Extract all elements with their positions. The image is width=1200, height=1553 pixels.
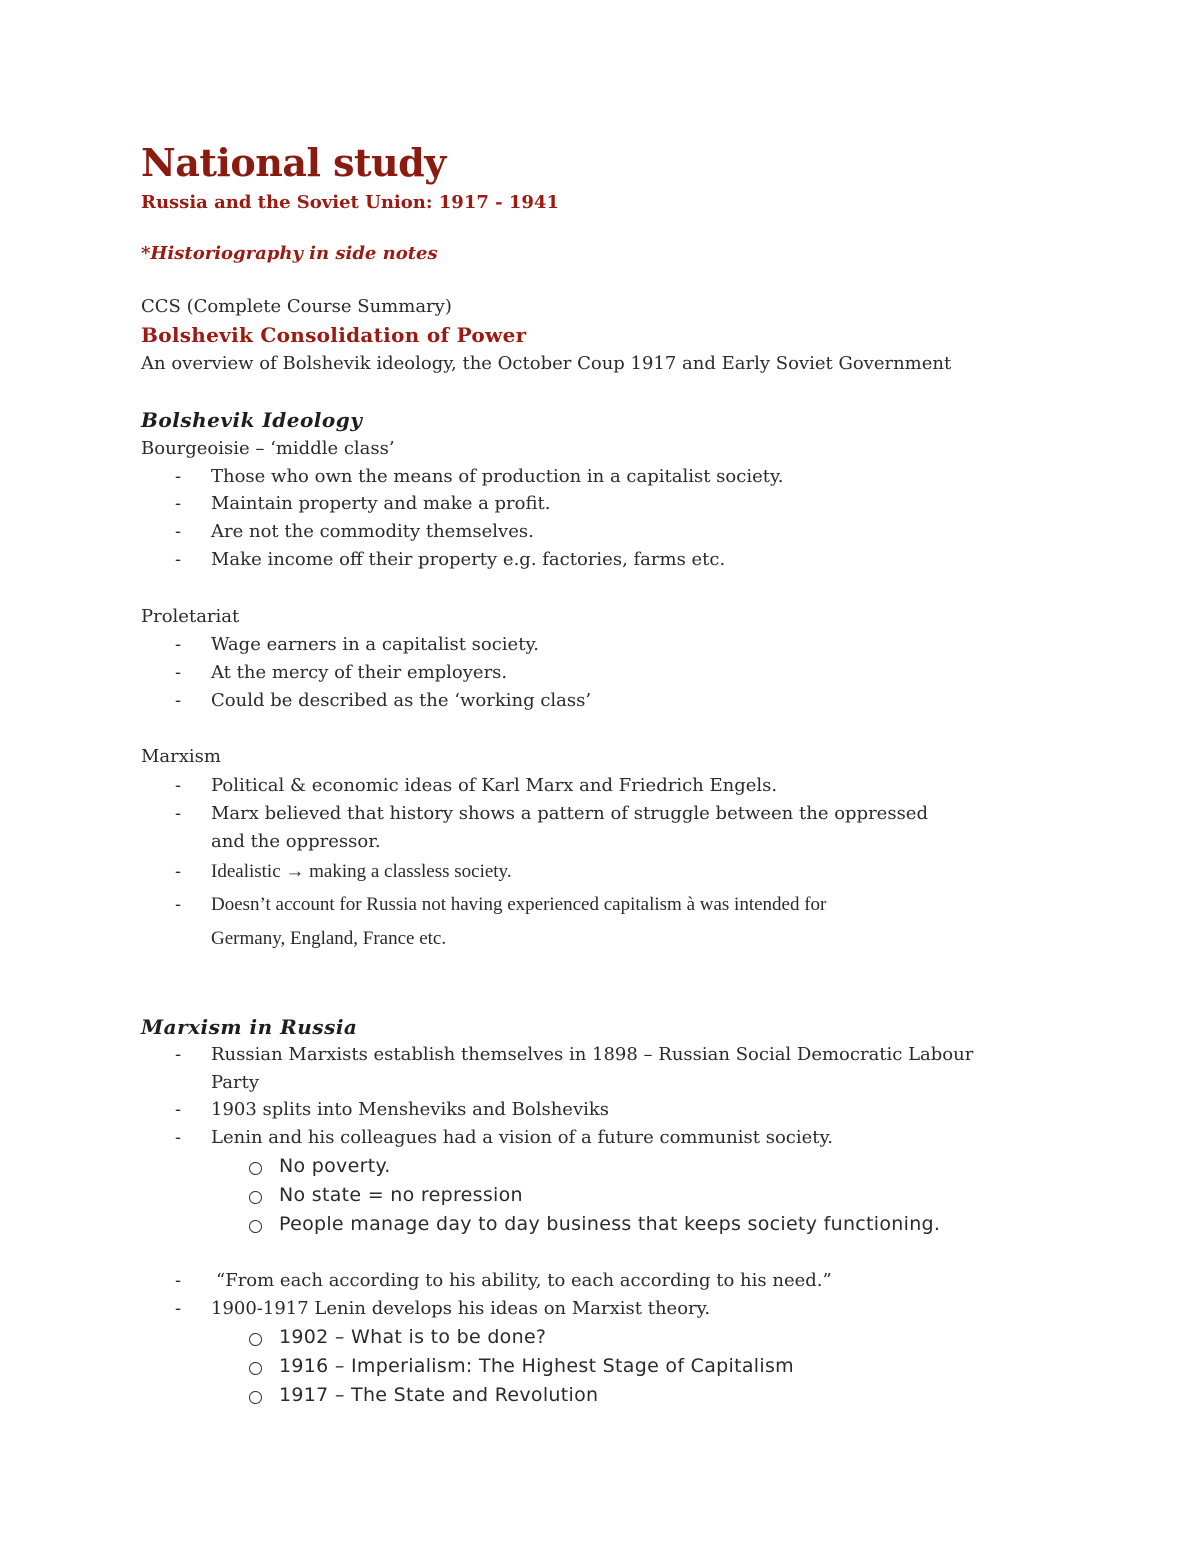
circle-bullet-icon <box>249 1391 262 1404</box>
list-item: Political & economic ideas of Karl Marx and Friedrich Engels. <box>211 775 778 796</box>
dash-bullet: - <box>175 1298 182 1319</box>
list-item: Russian Marxists establish themselves in 1898 – Russian Social Democratic Labour <box>211 1044 974 1065</box>
list-item: 1903 splits into Mensheviks and Bolsheviks <box>211 1099 610 1120</box>
section-title: Bolshevik Consolidation of Power <box>141 323 527 347</box>
circle-bullet-icon <box>249 1362 262 1375</box>
list-item: Doesn’t account for Russia not having experienced capitalism à was intended for <box>211 894 827 915</box>
sub-list-item: 1902 – What is to be done? <box>279 1326 547 1348</box>
circle-bullet-icon <box>249 1162 262 1175</box>
circle-bullet-icon <box>249 1191 262 1204</box>
dash-bullet: - <box>175 1270 182 1291</box>
list-item: Lenin and his colleagues had a vision of a future communist society. <box>211 1127 834 1148</box>
historiography-note: *Historiography in side notes <box>141 243 438 264</box>
dash-bullet: - <box>175 861 182 882</box>
dash-bullet: - <box>175 634 182 655</box>
dash-bullet: - <box>175 1044 182 1065</box>
list-item: Marx believed that history shows a pattern of struggle between the oppressed <box>211 803 928 824</box>
dash-bullet: - <box>175 549 182 570</box>
sub-list-item: No poverty. <box>279 1155 391 1177</box>
list-item-continued: Party <box>211 1072 260 1093</box>
marxism-russia-heading: Marxism in Russia <box>141 1015 358 1039</box>
list-item: Idealistic → making a classless society. <box>211 861 512 882</box>
dash-bullet: - <box>175 775 182 796</box>
bourgeoisie-term: Bourgeoisie – ‘middle class’ <box>141 438 395 459</box>
list-item: Maintain property and make a profit. <box>211 493 551 514</box>
list-item-continued: Germany, England, France etc. <box>211 928 447 949</box>
dash-bullet: - <box>175 894 182 915</box>
list-item: Make income off their property e.g. factories, farms etc. <box>211 549 726 570</box>
dash-bullet: - <box>175 1127 182 1148</box>
sub-list-item: 1917 – The State and Revolution <box>279 1384 599 1406</box>
circle-bullet-icon <box>249 1333 262 1346</box>
list-item: Those who own the means of production in a capitalist society. <box>211 466 784 487</box>
sub-list-item: No state = no repression <box>279 1184 523 1206</box>
marxism-term: Marxism <box>141 746 221 767</box>
list-item: Could be described as the ‘working class’ <box>211 690 592 711</box>
dash-bullet: - <box>175 466 182 487</box>
dash-bullet: - <box>175 1099 182 1120</box>
dash-bullet: - <box>175 690 182 711</box>
page-title: National study <box>141 140 446 185</box>
list-item: At the mercy of their employers. <box>211 662 508 683</box>
page-subtitle: Russia and the Soviet Union: 1917 - 1941 <box>141 192 559 213</box>
dash-bullet: - <box>175 493 182 514</box>
list-item: Are not the commodity themselves. <box>211 521 534 542</box>
proletariat-term: Proletariat <box>141 606 240 627</box>
list-item-continued: and the oppressor. <box>211 831 381 852</box>
ideology-heading: Bolshevik Ideology <box>141 408 363 432</box>
list-item: 1900-1917 Lenin develops his ideas on Marxist theory. <box>211 1298 711 1319</box>
overview-text: An overview of Bolshevik ideology, the October Coup 1917 and Early Soviet Government <box>141 353 952 374</box>
list-item: Wage earners in a capitalist society. <box>211 634 539 655</box>
sub-list-item: People manage day to day business that keeps society functioning. <box>279 1213 941 1235</box>
quote-text: “From each according to his ability, to each according to his need.” <box>216 1270 832 1291</box>
sub-list-item: 1916 – Imperialism: The Highest Stage of Capitalism <box>279 1355 794 1377</box>
dash-bullet: - <box>175 803 182 824</box>
dash-bullet: - <box>175 662 182 683</box>
dash-bullet: - <box>175 521 182 542</box>
circle-bullet-icon <box>249 1220 262 1233</box>
course-label: CCS (Complete Course Summary) <box>141 296 452 317</box>
